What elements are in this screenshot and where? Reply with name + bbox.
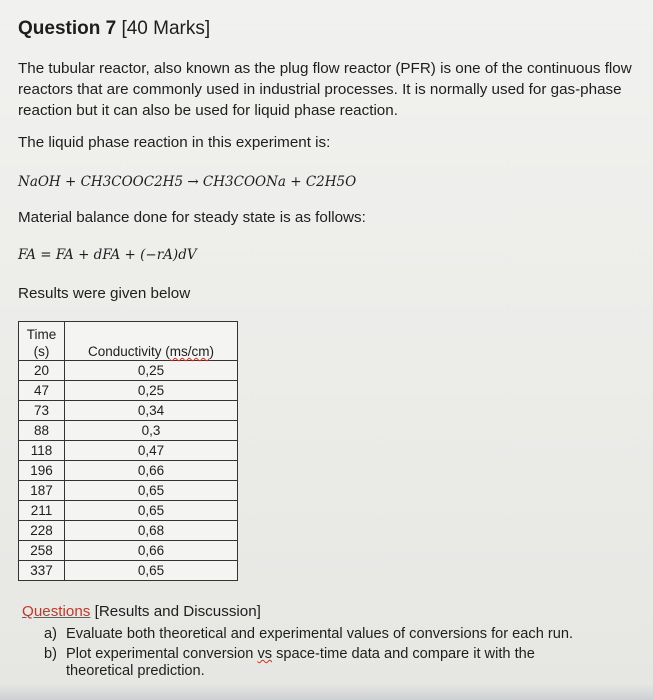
question-number: Question 7 — [18, 18, 117, 39]
conductivity-cell: 0,66 — [65, 461, 238, 481]
bottom-shadow — [0, 684, 653, 700]
conductivity-cell: 0,66 — [65, 541, 238, 561]
conductivity-cell: 0,25 — [65, 381, 238, 401]
conductivity-cell: 0,65 — [65, 481, 238, 501]
question-b-text — [66, 646, 604, 680]
header-cond-unit: ms/cm — [169, 344, 210, 359]
table-row — [19, 421, 238, 441]
time-cell: 258 — [19, 541, 65, 561]
table-row — [19, 501, 238, 521]
reaction-equation: NaOH + CH3COOC2H5 → CH3COONa + C2H5O — [18, 174, 357, 190]
question-a-text: Evaluate both theoretical and experimental values of conversions for each run. — [66, 626, 574, 642]
time-cell: 88 — [19, 421, 65, 441]
time-cell: 337 — [19, 561, 65, 581]
table-row — [19, 561, 238, 581]
conductivity-cell: 0,65 — [65, 501, 238, 521]
question-item-b — [44, 646, 604, 680]
header-time — [19, 322, 65, 361]
reaction-sentence: The liquid phase reaction in this experiment is: — [18, 134, 331, 151]
question-item-a — [44, 626, 604, 643]
table-row — [19, 541, 238, 561]
questions-subtitle: [Results and Discussion] — [90, 603, 261, 620]
balance-sentence: Material balance done for steady state is as follows: — [18, 209, 366, 226]
intro-paragraph: The tubular reactor, also known as the plug flow reactor (PFR) is one of the continuous flow reactors that are commonly used in industrial processes. It is normally used for gas-phase reaction but it can also be used for liquid phase reaction. — [18, 60, 632, 119]
time-cell: 187 — [19, 481, 65, 501]
question-title — [18, 18, 210, 40]
time-cell: 20 — [19, 361, 65, 381]
results-table — [18, 321, 238, 581]
time-cell: 118 — [19, 441, 65, 461]
table-row — [19, 441, 238, 461]
header-time-unit: (s) — [33, 344, 50, 359]
conductivity-cell: 0,68 — [65, 521, 238, 541]
time-cell: 73 — [19, 401, 65, 421]
question-b-text-part1: Plot experimental conversion — [66, 646, 258, 662]
conductivity-cell: 0,25 — [65, 361, 238, 381]
questions-heading — [22, 603, 261, 620]
conductivity-cell: 0,65 — [65, 561, 238, 581]
header-time-label: Time — [26, 327, 57, 342]
time-cell: 228 — [19, 521, 65, 541]
table-row — [19, 361, 238, 381]
table-header-row — [19, 322, 238, 361]
question-b-text-part2: space-time data and compare it with the theoretical prediction. — [66, 646, 535, 679]
question-a-label: a) — [44, 626, 57, 642]
questions-link[interactable]: Questions — [22, 603, 91, 620]
time-cell: 47 — [19, 381, 65, 401]
balance-equation: FA = FA + dFA + (−rA)dV — [18, 247, 197, 263]
table-row — [19, 521, 238, 541]
question-b-vs: vs — [257, 646, 273, 662]
time-cell: 196 — [19, 461, 65, 481]
header-conductivity — [65, 322, 238, 361]
conductivity-cell: 0,3 — [65, 421, 238, 441]
question-marks: [40 Marks] — [116, 18, 211, 39]
conductivity-cell: 0,47 — [65, 441, 238, 461]
table-row — [19, 461, 238, 481]
questions-list — [44, 626, 604, 683]
table-row — [19, 401, 238, 421]
header-cond-label: Conductivity ( — [87, 344, 170, 359]
table-row — [19, 381, 238, 401]
results-sentence: Results were given below — [18, 285, 191, 302]
header-cond-close: ) — [209, 344, 215, 359]
conductivity-cell: 0,34 — [65, 401, 238, 421]
time-cell: 211 — [19, 501, 65, 521]
question-b-label: b) — [44, 646, 57, 662]
table-row — [19, 481, 238, 501]
